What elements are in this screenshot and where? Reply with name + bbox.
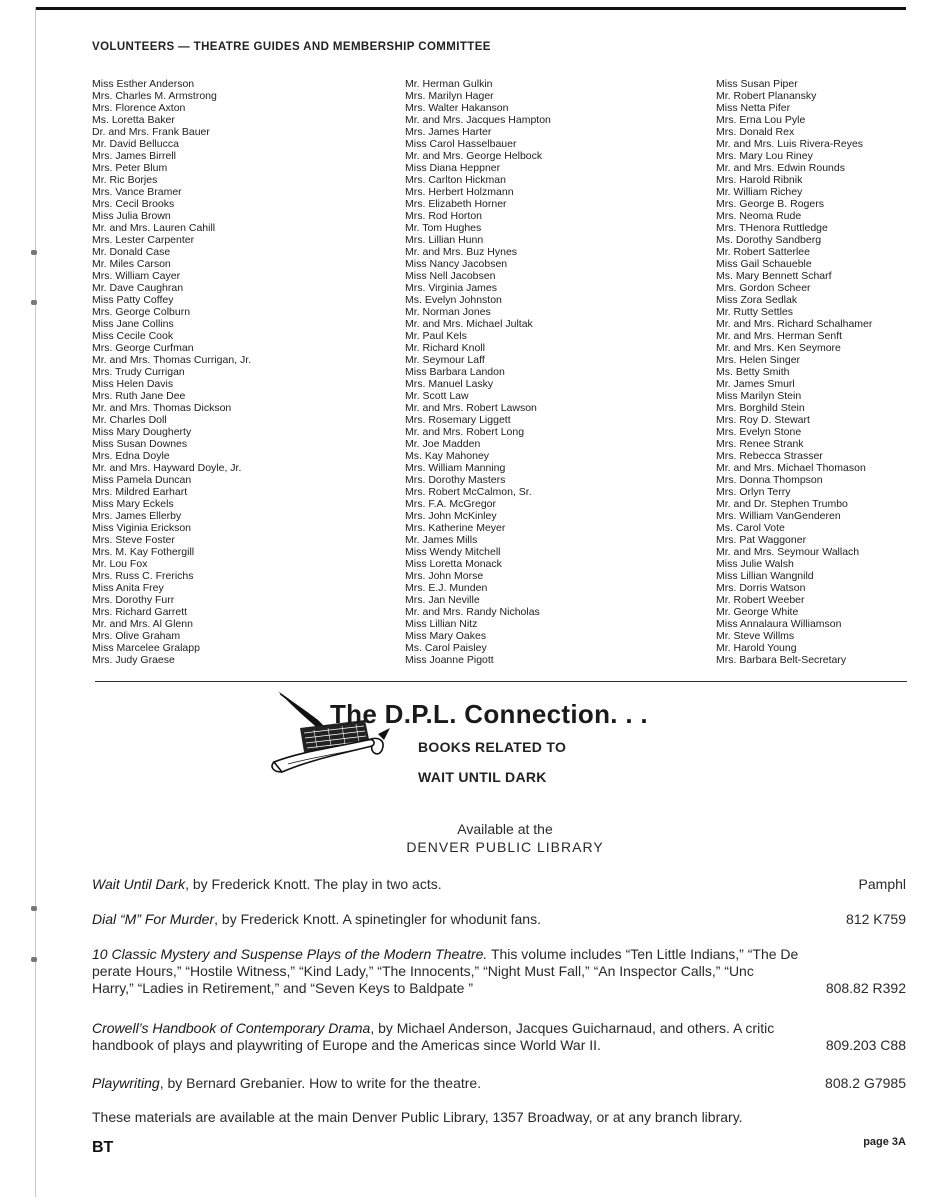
volunteer-name: Mrs. Russ C. Frerichs — [92, 570, 194, 582]
volunteer-name: Mrs. THenora Ruttledge — [716, 222, 828, 234]
volunteer-name: Mr. and Mrs. Jacques Hampton — [405, 114, 551, 126]
volunteer-name: Mrs. Charles M. Armstrong — [92, 90, 217, 102]
volunteer-name: Mrs. Edna Doyle — [92, 450, 170, 462]
volunteer-name: Miss Marcelee Gralapp — [92, 642, 200, 654]
volunteer-name: Mr. Scott Law — [405, 390, 469, 402]
volunteer-name: Mrs. E.J. Munden — [405, 582, 488, 594]
volunteer-name: Miss Viginia Erickson — [92, 522, 192, 534]
bt-mark: BT — [92, 1139, 114, 1156]
volunteer-name: Mrs. Robert McCalmon, Sr. — [405, 486, 532, 498]
book-entry — [92, 911, 906, 928]
volunteer-name: Mrs. Dorris Watson — [716, 582, 806, 594]
volunteer-name: Mr. and Mrs. Ken Seymore — [716, 342, 841, 354]
volunteer-name: Miss Wendy Mitchell — [405, 546, 501, 558]
volunteer-name: Miss Mary Eckels — [92, 498, 174, 510]
volunteer-name: Mrs. Virginia James — [405, 282, 497, 294]
volunteer-name: Mr. Richard Knoll — [405, 342, 485, 354]
availability-note: These materials are available at the main Denver Public Library, 1357 Broadway, or at any branch library. — [92, 1109, 743, 1125]
volunteer-name: Mr. Robert Satterlee — [716, 246, 810, 258]
volunteer-name: Mrs. Donald Rex — [716, 126, 795, 138]
volunteer-name: Mr. Dave Caughran — [92, 282, 184, 294]
volunteer-column-3 — [716, 78, 872, 666]
volunteer-name: Mr. and Mrs. Thomas Dickson — [92, 402, 232, 414]
volunteer-name: Mr. and Dr. Stephen Trumbo — [716, 498, 848, 510]
margin-mark — [31, 300, 37, 305]
book-description: , by Michael Anderson, Jacques Guicharnaud, and others. A critic — [370, 1020, 775, 1036]
volunteer-name: Mrs. Judy Graese — [92, 654, 175, 666]
volunteer-name: Mr. and Mrs. Robert Lawson — [405, 402, 537, 414]
volunteer-name: Mr. and Mrs. Al Glenn — [92, 618, 193, 630]
page-number: page 3A — [863, 1136, 906, 1148]
volunteer-name: Mrs. Vance Bramer — [92, 186, 182, 198]
book-entry — [92, 1075, 906, 1092]
volunteer-name: Mr. Tom Hughes — [405, 222, 482, 234]
call-number: 809.203 C88 — [825, 1037, 906, 1053]
call-number: 812 K759 — [846, 911, 906, 927]
volunteer-name: Miss Annalaura Williamson — [716, 618, 842, 630]
volunteer-name: Mr. Norman Jones — [405, 306, 491, 318]
volunteer-name: Mrs. Carlton Hickman — [405, 174, 506, 186]
volunteer-name: Mr. Donald Case — [92, 246, 171, 258]
volunteer-name: Mrs. Orlyn Terry — [716, 486, 791, 498]
volunteer-name: Mrs. Cecil Brooks — [92, 198, 175, 210]
dpl-subtitle: BOOKS RELATED TO — [418, 739, 567, 755]
volunteer-name: Mrs. Borghild Stein — [716, 402, 805, 414]
volunteer-name: Mrs. Erna Lou Pyle — [716, 114, 806, 126]
call-number: 808.82 R392 — [825, 980, 906, 996]
volunteer-name: Miss Pamela Duncan — [92, 474, 192, 486]
book-title: Wait Until Dark — [92, 876, 186, 892]
volunteer-name: Mrs. Renee Strank — [716, 438, 804, 450]
volunteer-name: Mrs. George Colburn — [92, 306, 191, 318]
availability-line: Available at the — [457, 821, 553, 837]
volunteer-name: Mr. and Mrs. Hayward Doyle, Jr. — [92, 462, 242, 474]
library-name: DENVER PUBLIC LIBRARY — [406, 839, 604, 855]
volunteer-name: Miss Carol Hasselbauer — [405, 138, 517, 150]
volunteer-name: Mrs. Florence Axton — [92, 102, 186, 114]
volunteer-name: Mrs. Mildred Earhart — [92, 486, 188, 498]
top-rule — [36, 7, 906, 10]
book-title: Playwriting — [92, 1075, 160, 1091]
volunteer-name: Mrs. James Harter — [405, 126, 492, 138]
volunteer-name: Mr. Herman Gulkin — [405, 78, 493, 90]
volunteer-name: Miss Julie Walsh — [716, 558, 794, 570]
book-description: , by Frederick Knott. The play in two acts. — [185, 876, 442, 892]
volunteer-name: Mr. and Mrs. George Helbock — [405, 150, 543, 162]
book-title: Crowell’s Handbook of Contemporary Drama — [92, 1020, 371, 1036]
volunteer-name: Mrs. John Morse — [405, 570, 484, 582]
volunteer-name: Miss Joanne Pigott — [405, 654, 494, 666]
call-number: Pamphl — [858, 876, 906, 892]
volunteer-column-2 — [405, 78, 551, 666]
volunteer-name: Miss Jane Collins — [92, 318, 174, 330]
volunteer-name: Ms. Dorothy Sandberg — [716, 234, 822, 246]
volunteer-name: Mr. David Bellucca — [92, 138, 179, 150]
volunteer-name: Mr. James Mills — [405, 534, 478, 546]
volunteer-name: Mrs. Helen Singer — [716, 354, 801, 366]
volunteer-name: Miss Barbara Landon — [405, 366, 505, 378]
margin-mark — [31, 957, 37, 962]
dpl-title: The D.P.L. Connection. . . — [330, 699, 648, 729]
volunteer-name: Mr. Joe Madden — [405, 438, 481, 450]
volunteer-name: Mr. and Mrs. Michael Jultak — [405, 318, 533, 330]
book-entry — [92, 946, 906, 997]
book-description: This volume includes “Ten Little Indians,” “The De — [487, 946, 799, 962]
volunteer-name: Mrs. George Curfman — [92, 342, 194, 354]
volunteer-name: Mrs. James Ellerby — [92, 510, 182, 522]
page-left-edge — [35, 7, 36, 1197]
book-entry — [92, 1020, 906, 1054]
volunteer-name: Mr. Charles Doll — [92, 414, 167, 426]
book-description: handbook of plays and playwriting of Europe and the Americas since World War II. — [92, 1037, 601, 1053]
volunteer-name: Miss Loretta Monack — [405, 558, 502, 570]
volunteer-name: Miss Marilyn Stein — [716, 390, 802, 402]
volunteer-name: Miss Zora Sedlak — [716, 294, 798, 306]
call-number: 808.2 G7985 — [825, 1075, 906, 1091]
volunteer-name: Mr. Seymour Laff — [405, 354, 485, 366]
volunteer-name: Miss Gail Schaueble — [716, 258, 812, 270]
book-description: , by Frederick Knott. A spinetingler for whodunit fans. — [214, 911, 541, 927]
volunteer-name: Mrs. Herbert Holzmann — [405, 186, 514, 198]
volunteer-name: Mr. Harold Young — [716, 642, 797, 654]
volunteer-name: Miss Lillian Wangnild — [716, 570, 814, 582]
volunteer-name: Mrs. Rebecca Strasser — [716, 450, 823, 462]
volunteer-name: Miss Lillian Nitz — [405, 618, 478, 630]
volunteer-name: Mrs. Rosemary Liggett — [405, 414, 511, 426]
volunteer-name: Mrs. Roy D. Stewart — [716, 414, 810, 426]
volunteer-name: Miss Netta Pifer — [716, 102, 791, 114]
volunteer-name: Mrs. Manuel Lasky — [405, 378, 494, 390]
volunteer-name: Mrs. Katherine Meyer — [405, 522, 506, 534]
volunteer-name: Mrs. Jan Neville — [405, 594, 480, 606]
volunteer-name: Mrs. George B. Rogers — [716, 198, 824, 210]
volunteer-name: Miss Mary Dougherty — [92, 426, 192, 438]
volunteer-name: Ms. Carol Paisley — [405, 642, 487, 654]
volunteer-name: Mr. and Mrs. Seymour Wallach — [716, 546, 860, 558]
volunteer-name: Mrs. Dorothy Masters — [405, 474, 506, 486]
volunteer-name: Mr. William Richey — [716, 186, 803, 198]
volunteer-name: Mrs. William Manning — [405, 462, 506, 474]
committee-heading: VOLUNTEERS — THEATRE GUIDES AND MEMBERSHIP COMMITTEE — [92, 41, 491, 53]
volunteer-name: Miss Julia Brown — [92, 210, 171, 222]
section-divider — [95, 681, 907, 682]
volunteer-name: Mrs. Pat Waggoner — [716, 534, 807, 546]
margin-mark — [31, 250, 37, 255]
volunteer-name: Miss Diana Heppner — [405, 162, 501, 174]
volunteer-name: Mrs. Neoma Rude — [716, 210, 802, 222]
volunteer-name: Mr. Paul Kels — [405, 330, 467, 342]
volunteer-name: Mrs. Ruth Jane Dee — [92, 390, 186, 402]
volunteer-name: Mr. Ric Borjes — [92, 174, 158, 186]
volunteer-name: Mr. Robert Weeber — [716, 594, 805, 606]
volunteer-name: Mrs. Richard Garrett — [92, 606, 188, 618]
volunteer-name: Mrs. Mary Lou Riney — [716, 150, 813, 162]
volunteer-name: Mr. and Mrs. Lauren Cahill — [92, 222, 216, 234]
volunteer-name: Mrs. Gordon Scheer — [716, 282, 811, 294]
dpl-subtitle: WAIT UNTIL DARK — [418, 769, 547, 785]
volunteer-name: Mrs. Donna Thompson — [716, 474, 823, 486]
book-title: 10 Classic Mystery and Suspense Plays of the Modern Theatre. — [92, 946, 488, 962]
volunteer-name: Miss Nell Jacobsen — [405, 270, 496, 282]
volunteer-name: Mrs. Evelyn Stone — [716, 426, 802, 438]
book-description: Harry,” “Ladies in Retirement,” and “Seven Keys to Baldpate ” — [92, 980, 474, 996]
volunteer-name: Mrs. Rod Horton — [405, 210, 483, 222]
volunteer-name: Ms. Evelyn Johnston — [405, 294, 502, 306]
volunteer-name: Mr. George White — [716, 606, 799, 618]
volunteer-name: Mr. and Mrs. Randy Nicholas — [405, 606, 540, 618]
volunteer-name: Mr. Miles Carson — [92, 258, 171, 270]
volunteer-name: Ms. Loretta Baker — [92, 114, 175, 126]
volunteer-name: Miss Patty Coffey — [92, 294, 174, 306]
volunteer-name: Mrs. Steve Foster — [92, 534, 175, 546]
book-description: , by Bernard Grebanier. How to write for the theatre. — [159, 1075, 482, 1091]
volunteer-name: Mr. Robert Planansky — [716, 90, 817, 102]
volunteer-name: Mr. Steve Willms — [716, 630, 795, 642]
volunteer-name: Mr. and Mrs. Luis Rivera-Reyes — [716, 138, 864, 150]
volunteer-name: Miss Cecile Cook — [92, 330, 174, 342]
volunteer-name: Miss Mary Oakes — [405, 630, 487, 642]
volunteer-name: Mrs. Lester Carpenter — [92, 234, 195, 246]
volunteer-name: Miss Susan Piper — [716, 78, 798, 90]
volunteer-name: Mrs. Dorothy Furr — [92, 594, 175, 606]
volunteer-name: Ms. Mary Bennett Scharf — [716, 270, 832, 282]
volunteer-name: Mrs. Marilyn Hager — [405, 90, 494, 102]
volunteer-name: Mrs. F.A. McGregor — [405, 498, 497, 510]
volunteer-name: Mr. Lou Fox — [92, 558, 148, 570]
volunteer-name: Ms. Kay Mahoney — [405, 450, 490, 462]
volunteer-name: Miss Anita Frey — [92, 582, 164, 594]
volunteer-name: Mr. and Mrs. Richard Schalhamer — [716, 318, 873, 330]
volunteer-name: Mrs. Olive Graham — [92, 630, 181, 642]
volunteer-name: Ms. Betty Smith — [716, 366, 790, 378]
volunteer-name: Miss Helen Davis — [92, 378, 174, 390]
volunteer-name: Mrs. M. Kay Fothergill — [92, 546, 195, 558]
volunteer-name: Ms. Carol Vote — [716, 522, 785, 534]
volunteer-name: Mrs. Trudy Currigan — [92, 366, 185, 378]
book-description: perate Hours,” “Hostile Witness,” “Kind Lady,” “The Innocents,” “Night Must Fall,” “An Inspector Calls,” “Unc — [92, 963, 754, 979]
volunteer-name: Dr. and Mrs. Frank Bauer — [92, 126, 210, 138]
volunteer-name: Mr. and Mrs. Herman Senft — [716, 330, 843, 342]
volunteer-name: Mr. Rutty Settles — [716, 306, 794, 318]
volunteer-name: Mrs. Lillian Hunn — [405, 234, 484, 246]
volunteer-name: Mr. and Mrs. Buz Hynes — [405, 246, 518, 258]
volunteer-name: Mr. and Mrs. Robert Long — [405, 426, 525, 438]
volunteer-name: Mrs. Elizabeth Horner — [405, 198, 507, 210]
volunteer-name: Miss Susan Downes — [92, 438, 188, 450]
volunteer-name: Mr. and Mrs. Edwin Rounds — [716, 162, 845, 174]
volunteer-name: Mr. James Smurl — [716, 378, 795, 390]
volunteer-name: Mrs. William Cayer — [92, 270, 181, 282]
volunteer-name: Mrs. James Birrell — [92, 150, 177, 162]
volunteer-name: Mrs. John McKinley — [405, 510, 497, 522]
book-title: Dial “M” For Murder — [92, 911, 215, 927]
volunteer-name: Mrs. Harold Ribnik — [716, 174, 803, 186]
margin-mark — [31, 906, 37, 911]
volunteer-name: Miss Nancy Jacobsen — [405, 258, 508, 270]
volunteer-name: Mr. and Mrs. Michael Thomason — [716, 462, 866, 474]
book-entry — [92, 876, 906, 893]
volunteer-name: Mr. and Mrs. Thomas Currigan, Jr. — [92, 354, 252, 366]
volunteer-column-1 — [92, 78, 251, 666]
volunteer-name: Mrs. Barbara Belt-Secretary — [716, 654, 847, 666]
volunteer-name: Mrs. William VanGenderen — [716, 510, 841, 522]
volunteer-name: Mrs. Peter Blum — [92, 162, 168, 174]
volunteer-name: Miss Esther Anderson — [92, 78, 195, 90]
volunteer-name: Mrs. Walter Hakanson — [405, 102, 509, 114]
